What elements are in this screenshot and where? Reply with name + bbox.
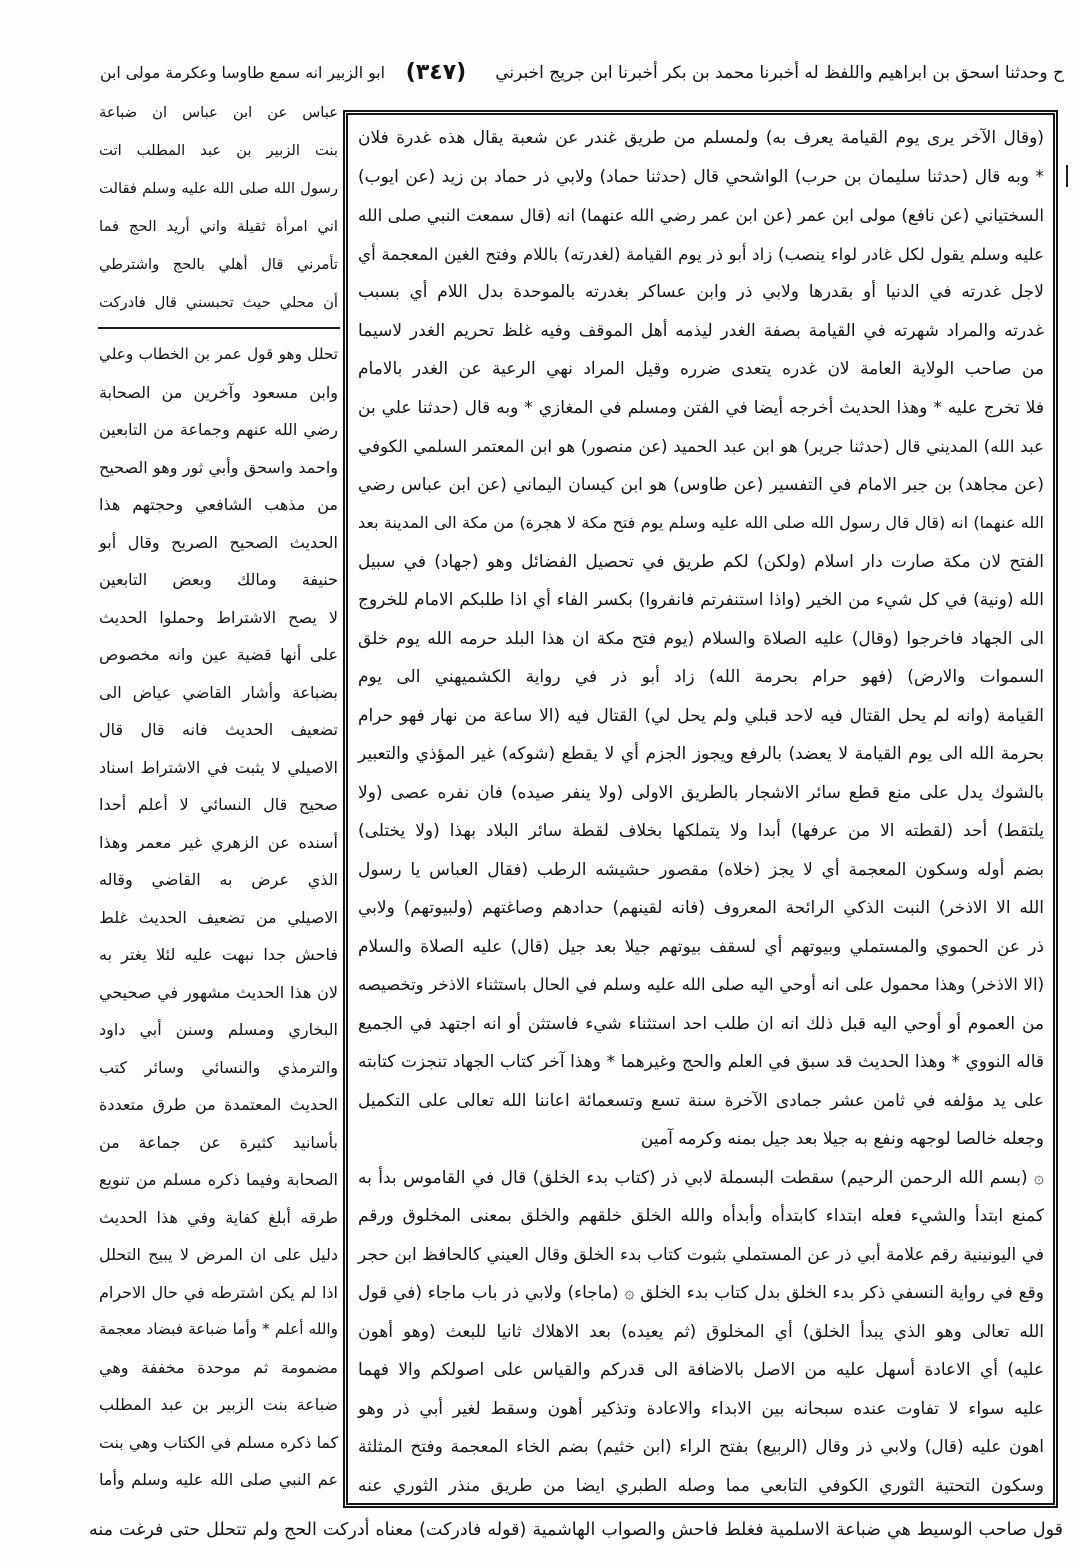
margin-hadith-line: بنت الزبير بن عبد المطلب اتت xyxy=(99,142,338,159)
margin-commentary-line: صحيح قال النسائي لا أعلم أحدا xyxy=(99,795,338,814)
margin-hadith-line: تأمرني قال أهلي بالحج واشترطي xyxy=(99,256,338,273)
main-text-line: الله تعالى وهو الذي يبدأ الخلق) أي المخلوق (ثم يعيده) بعد الاهلاك ثانيا للبعث (وهو أهون xyxy=(358,1321,1044,1342)
margin-commentary-line: واحمد واسحق وأبي ثور وهو الصحيح xyxy=(99,457,338,477)
main-text-line: يلتقط) أحد (لقطته الا من عرفها) أبدا ولا يتملكها بخلاف لقطة سائر البلاد بهذا (ولا يختلى) xyxy=(358,821,1044,841)
main-text-line: كمنع ابتدأ والشيء فعله ابتداء كابتدأه وأبدأه والله الخلق خلقهم والخلق بمعنى المخلوق ورقم xyxy=(358,1206,1044,1226)
main-text-line: في اليونينية رقم علامة أبي ذر عن المستملي بثبوت كتاب بدء الخلق وقال العيني كالحافظ ابن حجر xyxy=(358,1244,1044,1265)
margin-hadith-line: اني امرأة ثقيلة واني أريد الحج فما xyxy=(99,218,338,235)
main-text-line: عبد الله) المديني قال (حدثنا جرير) هو ابن عبد الحميد (عن منصور) هو ابن المعتمر السلمي الكوفي xyxy=(358,436,1044,456)
margin-commentary-line: الحديث الصحيح الصريح وقال أبو xyxy=(99,532,338,552)
main-text-line: عليه سواء لا تفاوت عنده سبحانه بين الابداء والاعادة وتذكير أهون وسقط لغير أبي ذر وهو xyxy=(358,1398,1044,1419)
margin-commentary-line: عم النبي صلى الله عليه وسلم وأما xyxy=(99,1470,338,1489)
main-text-line: * وبه قال (حدثنا سليمان بن حرب) الواشحي قال (حدثنا حماد) ولابي ذر حماد بن زيد (عن ايوب) xyxy=(358,166,1044,187)
margin-commentary-line: بأسانيد كثيرة عن جماعة من xyxy=(99,1132,338,1152)
main-text-line: عليه وسلم يقول لكل غادر لواء ينصب) زاد أبو ذر يوم القيامة (لغدرته) باللام وفتح الغين المعجمة أي xyxy=(358,243,1044,264)
margin-commentary-line: والترمذي والنسائي وسائر كتب xyxy=(99,1057,338,1077)
margin-commentary-line: الحديث المعتمدة من طرق متعددة xyxy=(99,1095,338,1114)
main-text-line: اهون عليه (قال) ولابي ذر وقال (الربيع) بفتح الراء (ابن خثيم) بضم الخاء المعجمة وفتح المثلثة xyxy=(358,1437,1044,1457)
main-text-line: الله الا الاذخر) النبت الذكي الرائحة المعروف (فانه لقينهم) حدادهم وصاغتهم (ولبيوتهم) ولابي xyxy=(358,898,1044,918)
margin-hadith-line: رسول الله صلى الله عليه وسلم فقالت xyxy=(99,180,338,197)
main-text-line: (عن مجاهد) بن جبر الامام في التفسير (عن طاوس) هو ابن كيسان اليماني (عن ابن عباس رضي xyxy=(358,474,1044,495)
main-text-line: السموات والارض) (فهو حرام بحرمة الله) زاد أبو ذر في رواية الكشميهني الى يوم xyxy=(358,667,1044,687)
margin-commentary-line: الاصيلي من تضعيف الحديث غلط xyxy=(99,907,338,927)
margin-hadith-text xyxy=(98,94,338,322)
main-text-line: غدرته والمراد شهرته في القيامة بصفة الغدر ليذمه أهل الموقف وفيه غلظ تحريم الغدر لاسيما xyxy=(358,320,1044,341)
margin-commentary-line: البخاري ومسلم وسنن أبي داود xyxy=(99,1020,338,1039)
margin-commentary-line: الذي عرض به القاضي وقاله xyxy=(99,870,338,889)
margin-commentary-line: تحلل وهو قول عمر بن الخطاب وعلي xyxy=(99,345,338,363)
margin-commentary-line: لا يصح الاشتراط وحملوا الحديث xyxy=(99,607,338,627)
main-text-line: السختياني (عن نافع) مولى ابن عمر (عن ابن عمر رضي الله عنهما) انه (قال سمعت النبي صلى الله xyxy=(358,205,1044,225)
main-text-line: الفتح لان مكة صارت دار اسلام (ولكن) لكم طريق في تحصيل الفضائل وهو (جهاد) في سبيل xyxy=(358,551,1044,572)
margin-commentary-line: على أنها قضية عين وانه مخصوص xyxy=(99,645,338,664)
main-text-line: الله (ونية) في كل شيء من الخير (واذا استنفرتم فانفروا) بكسر الفاء أي اذا طلبكم الامام للخروج xyxy=(358,590,1044,610)
margin-commentary-text xyxy=(98,336,338,1499)
margin-commentary-line: من مذهب الشافعي وحجتهم هذا xyxy=(99,495,338,514)
main-text-line: قاله النووي * وهذا الحديث قد سبق في العلم والحج وغيرهما * وهذا آخر كتاب الجهاد تنجزت كتابته xyxy=(358,1052,1044,1072)
margin-commentary-line: كما ذكره مسلم في الكتاب وهي بنت xyxy=(99,1432,338,1452)
margin-hadith-line: عباس عن ابن عباس ان ضباعة xyxy=(99,104,338,121)
main-text-line: بالشوك يدل على منع قطع سائر الاشجار بالطريق الاولى (ولا ينفر صيده) فان نفره عصى (ولا xyxy=(358,782,1044,803)
main-text-line: (الا الاذخر) وهذا محمول على انه أوحي اليه صلى الله عليه وسلم في الحال باستثناء الاذخر وتخصيصه xyxy=(358,975,1044,994)
main-text-line: ذر عن الحموي والمستملي وبيوتهم أي لسقف بيوتهم جيلا بعد جيل (قال) عليه الصلاة والسلام xyxy=(358,936,1044,957)
margin-commentary-line: دليل على ان المرض لا يبيح التحلل xyxy=(99,1245,338,1264)
main-text-line: من صاحب الولاية العامة لان غدره يتعدى ضرره وقيل المراد نهي الرعية عن الغدر بالامام xyxy=(358,359,1044,379)
main-text-line: من العموم أو أوحي اليه قبل ذلك انه ان طلب احد استثناء شيء فاستثن أو انه اجتهد في الجميع xyxy=(358,1013,1044,1034)
main-text-line: فلا تخرج عليه * وهذا الحديث أخرجه أيضا في الفتن ومسلم في المغازي * وبه قال (حدثنا علي بن xyxy=(358,397,1044,418)
main-text-line: الله عنهما) انه (قال قال رسول الله صلى الله عليه وسلم يوم فتح مكة لا هجرة) من مكة الى المدينة بعد xyxy=(358,513,1044,532)
main-text-line: عليه) أي الاعادة أسهل عليه من الاصل بالاضافة الى قدركم والقياس على اصولكم والا فهما xyxy=(358,1360,1044,1380)
margin-hadith-line: أن محلي حيث تحبسني قال فادركت xyxy=(99,294,338,311)
main-text-line: (وقال الآخر يرى يوم القيامة يعرف به) ولمسلم من طريق غندر عن شعبة يقال هذه غدرة فلان xyxy=(358,128,1044,148)
main-text-line: ۞ (بسم الله الرحمن الرحيم) سقطت البسملة لابي ذر (كتاب بدء الخلق) قال في القاموس بدأ به xyxy=(358,1167,1044,1188)
page-number: (٣٤٧) xyxy=(405,60,467,85)
main-text-line: وجعله خالصا لوجهه ونفع به جيلا بعد جيل بمنه وكرمه آمين xyxy=(640,1129,1044,1149)
margin-commentary-line: فاحش جدا نبهت عليه لئلا يغتر به xyxy=(99,945,338,964)
page-header xyxy=(92,52,1064,94)
main-text-frame xyxy=(343,110,1058,1508)
main-text-line: بضم أوله وسكون المعجمة أي لا يجز (خلاه) مقصور حشيشه الرطب (فقال العباس يا رسول xyxy=(358,859,1044,880)
margin-commentary-line: والله أعلم * وأما ضباعة فبضاد معجمة xyxy=(99,1320,338,1338)
margin-divider xyxy=(98,327,340,329)
margin-commentary-line: الصحابة وفيما ذكره مسلم من تنويع xyxy=(99,1170,338,1189)
margin-mark xyxy=(1066,165,1068,187)
main-text-line: بحرمة الله الى يوم القيامة لا يعضد) بالرفع ويجوز الجزم أي لا يقطع (شوكه) غير المؤذي والتعبير xyxy=(358,744,1044,764)
margin-commentary-line: بضباعة وأشار القاضي عياض الى xyxy=(99,682,338,702)
margin-commentary-line: رضي الله عنهم وجماعة من التابعين xyxy=(99,420,338,439)
margin-commentary-line: اذا لم يكن اشترطه في حال الاحرام xyxy=(99,1282,338,1302)
main-text-line: وسكون التحتية الثوري الكوفي التابعي مما وصله الطبري ايضا من طريق منذر الثوري عنه xyxy=(358,1475,1044,1496)
margin-commentary-line: تضعيف الحديث فانه قال قال xyxy=(99,720,338,739)
main-text-line: على يد مؤلفه في ثامن عشر جمادى الآخرة سنة تسع وتسعمائة اعاننا الله تعالى على التكميل xyxy=(358,1090,1044,1111)
header-isnad-left: ابو الزبير انه سمع طاوسا وعكرمة مولى ابن xyxy=(100,63,385,82)
margin-commentary-line: لان هذا الحديث مشهور في صحيحي xyxy=(99,982,338,1002)
main-text-line: الى الجهاد فاخرجوا (وقال) عليه الصلاة والسلام (يوم فتح مكة ان هذا البلد حرمه الله يوم خلق xyxy=(358,628,1044,649)
main-text-line: وقع في رواية النسفي ذكر بدء الخلق بدل كتاب بدء الخلق ۞ (ماجاء) ولابي ذر باب ماجاء (في قول xyxy=(358,1283,1044,1303)
page-footer: قول صاحب الوسيط هي ضباعة الاسلمية فغلط فاحش والصواب الهاشمية (قوله فادركت) معناه أدركت الحج ولم تتحلل حتى فرغت منه xyxy=(89,1520,1063,1540)
main-text-line: لاجل غدرته في الدنيا أو بقدرها ولابي ذر وابن عساكر بغدرته بالموحدة بدل اللام أي بسبب xyxy=(358,282,1044,302)
margin-commentary-line: طرقه أبلغ كفاية وفي هذا الحديث xyxy=(99,1207,338,1227)
margin-commentary-line: أسنده عن الزهري غير معمر وهذا xyxy=(99,832,338,852)
margin-commentary-line: ضباعة بنت الزبير بن عبد المطلب xyxy=(99,1395,338,1414)
header-isnad-right: ح وحدثنا اسحق بن ابراهيم واللفظ له أخبرنا محمد بن بكر أخبرنا ابن جريج اخبرني xyxy=(495,63,1064,83)
margin-commentary-line: الاصيلي لا يثبت في الاشتراط اسناد xyxy=(99,757,338,777)
margin-commentary-line: وابن مسعود وآخرين من الصحابة xyxy=(99,382,338,402)
margin-commentary-line: حنيفة ومالك وبعض التابعين xyxy=(99,570,338,589)
main-text-line: القيامة (وانه لم يحل القتال فيه لاحد قبلي ولم يحل لي) القتال فيه (الا ساعة من نهار فهو حرام xyxy=(358,705,1044,726)
margin-commentary-line: مضمومة ثم موحدة مخففة وهي xyxy=(99,1357,338,1377)
